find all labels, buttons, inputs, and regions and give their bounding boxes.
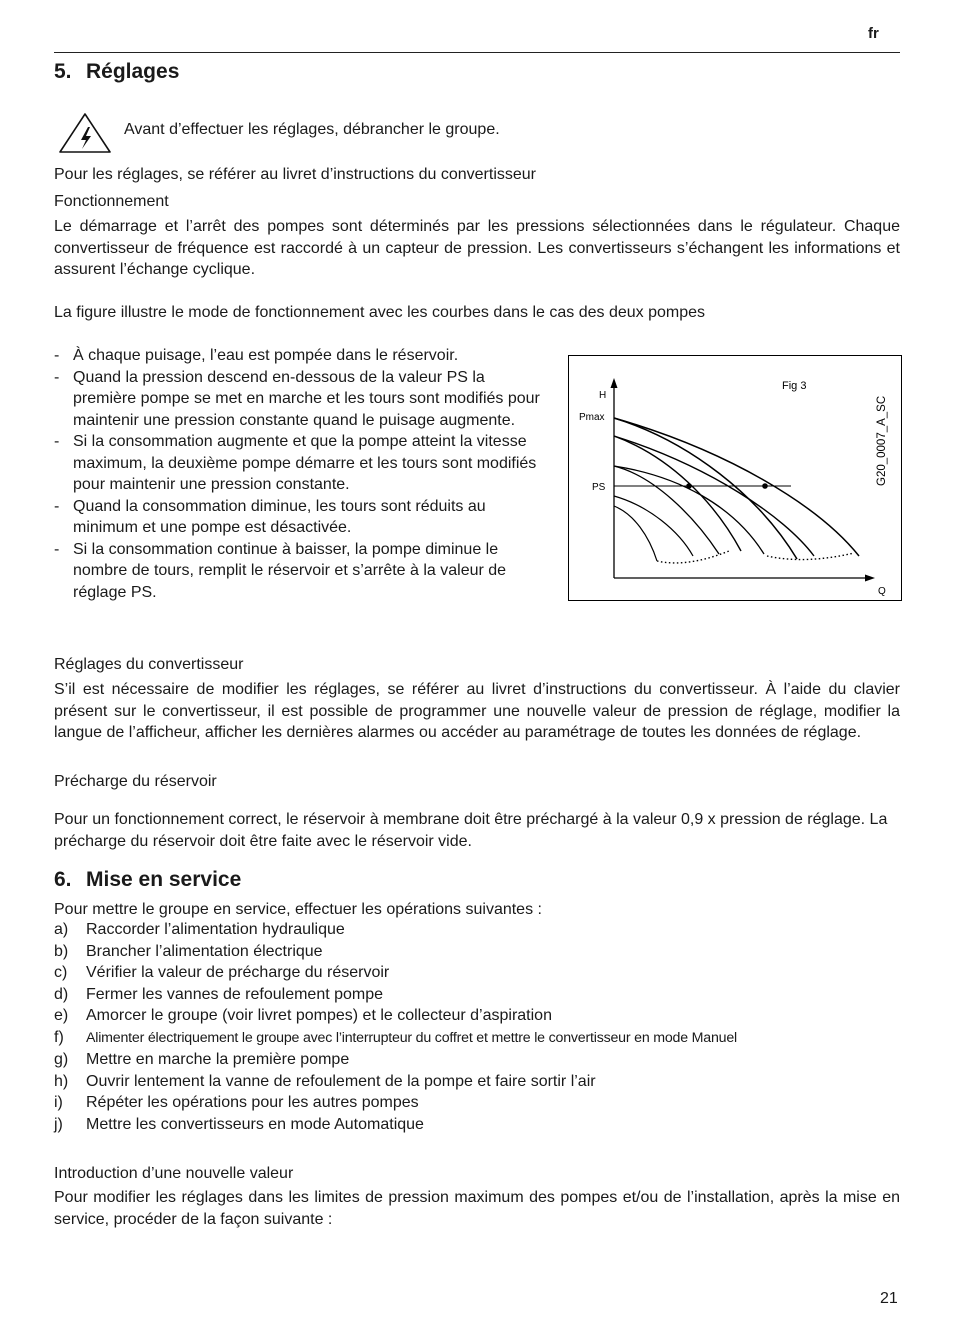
mise-en-service-intro: Pour mettre le groupe en service, effectuer les opérations suivantes : (54, 901, 542, 918)
refer-text: Pour les réglages, se référer au livret d’instructions du convertisseur (54, 166, 536, 183)
precharge-paragraph: Pour un fonctionnement correct, le réservoir à membrane doit être préchargé à la valeur 0,9 x pression de réglage. La précharge du réservoir doit être faite avec le réservoir vide. (54, 811, 888, 850)
list-item: i) Répéter les opérations pour les autres pompes (54, 1094, 419, 1111)
precharge-heading: Précharge du réservoir (54, 773, 217, 790)
operating-point-2 (762, 483, 768, 489)
list-item: d) Fermer les vannes de refoulement pompe (54, 985, 384, 1003)
reglages-convertisseur-heading: Réglages du convertisseur (54, 656, 244, 673)
fonctionnement-heading: Fonctionnement (54, 193, 169, 210)
list-item: f) Alimenter électriquement le groupe avec l’interrupteur du coffret et mettre le convertisseur en mode Manuel (54, 1028, 738, 1046)
figure-title: Fig 3 (782, 380, 807, 392)
list-item: h) Ouvrir lentement la vanne de refoulement de la pompe et faire sortir l’air (54, 1072, 596, 1090)
page-number: 21 (880, 1290, 898, 1307)
list-item: - Quand la consommation diminue, les tours sont réduits au minimum et une pompe est désactivée. (54, 497, 486, 536)
fonctionnement-paragraph: Le démarrage et l’arrêt des pompes sont déterminés par les pressions sélectionnées dans le régulateur. Chaque convertisseur de fréquence est raccordé à un capteur de pression. Les convertisseurs s’échangent les informations et assurent l’échange cyclique. (54, 218, 900, 278)
section-6-title: Mise en service (86, 868, 242, 891)
section-5-number: 5. (54, 60, 72, 83)
pump-curve-1-nominal (614, 418, 797, 559)
list-item: - Quand la pression descend en-dessous de la valeur PS la première pompe se met en marche et les tours sont modifiés pour maintenir une pression constante quand le puisage augmente. (54, 368, 540, 429)
header-rule (54, 52, 900, 53)
language-code: fr (868, 25, 879, 42)
list-item: g) Mettre en marche la première pompe (54, 1051, 350, 1068)
operating-point-1 (686, 483, 692, 489)
list-item: c) Vérifier la valeur de précharge du réservoir (54, 964, 390, 981)
list-item: b) Brancher l’alimentation électrique (54, 942, 323, 960)
list-item: - Si la consommation continue à baisser, la pompe diminue le nombre de tours, remplit le réservoir et s’arrête à la valeur de réglage PS. (54, 540, 507, 601)
axis-label-h: H (599, 390, 607, 401)
section-6-number: 6. (54, 868, 72, 891)
operation-bullet-list (54, 345, 550, 603)
section-5-title: Réglages (86, 60, 180, 83)
marker-label-ps: PS (592, 482, 606, 493)
pump-curves-chart (569, 356, 901, 600)
mise-en-service-steps (54, 919, 900, 1135)
min-speed-dotted-curve-2 (767, 553, 854, 560)
marker-label-pmax: Pmax (579, 412, 605, 423)
electrical-hazard-icon (58, 112, 112, 154)
list-item: e) Amorcer le groupe (voir livret pompes) et le collecteur d’aspiration (54, 1007, 552, 1024)
nouvelle-valeur-paragraph: Pour modifier les réglages dans les limites de pression maximum des pompes et/ou de l’installation, après la mise en service, procéder de la façon suivante : (54, 1189, 900, 1228)
figure-code: G20_0007_A_SC (876, 395, 888, 486)
reglages-convertisseur-paragraph: S’il est nécessaire de modifier les réglages, se référer au livret d’instructions du convertisseur. À l’aide du clavier présent sur le convertisseur, il est possible de programmer une nouvelle valeur de pression de réglage, modifier la langue de l’afficheur, afficher les dernières alarmes ou accéder au paramétrage de toutes les données de réglage. (54, 681, 900, 741)
y-axis-arrow (611, 378, 618, 388)
nouvelle-valeur-heading: Introduction d’une nouvelle valeur (54, 1165, 294, 1182)
pump-curve-reduced-6 (614, 506, 657, 561)
section-5-heading (54, 60, 179, 84)
list-item: a) Raccorder l’alimentation hydraulique (54, 921, 345, 938)
list-item: - À chaque puisage, l’eau est pompée dans le réservoir. (54, 347, 459, 364)
pump-curve-reduced-4 (614, 466, 764, 554)
list-item: j) Mettre les convertisseurs en mode Automatique (54, 1115, 424, 1133)
list-item: - Si la consommation augmente et que la pompe atteint la vitesse maximum, la deuxième pompe démarre et les tours sont modifiés pour maintenir une pression constante. (54, 433, 537, 493)
warning-text: Avant d’effectuer les réglages, débrancher le groupe. (124, 121, 500, 138)
pump-curve-reduced-1 (614, 436, 741, 551)
figure-3 (568, 355, 902, 601)
pump-curve-reduced-5 (614, 496, 693, 556)
axis-label-q: Q (878, 586, 886, 597)
x-axis-arrow (865, 575, 875, 582)
figure-intro: La figure illustre le mode de fonctionnement avec les courbes dans le cas des deux pompes (54, 304, 706, 321)
section-6-heading (54, 868, 241, 892)
